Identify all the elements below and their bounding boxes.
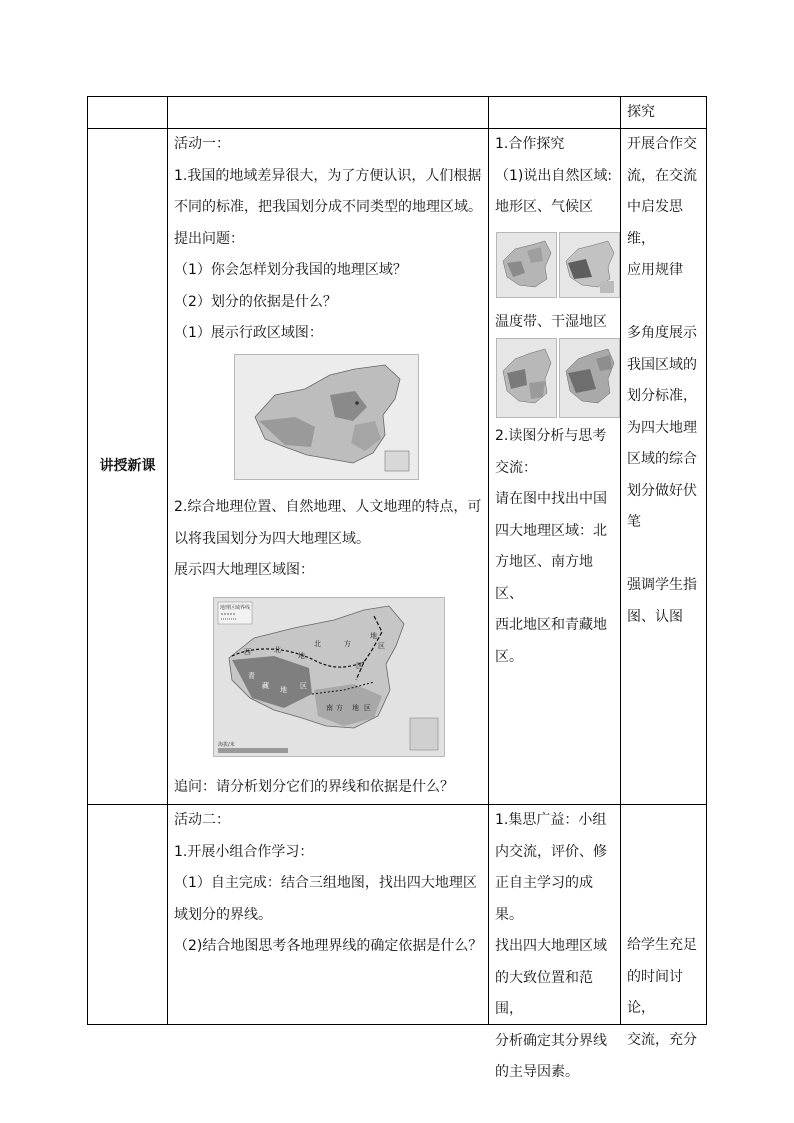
student-text: 1.集思广益：小组 xyxy=(495,812,607,828)
student-text: 找出四大地理区域 xyxy=(495,938,607,954)
activity-text: 2.综合地理位置、自然地理、人文地理的特点，可 xyxy=(174,499,482,515)
student-text: 西北地区和青藏地 xyxy=(495,617,607,633)
map-label-south: 方 xyxy=(336,704,343,712)
table-col-divider xyxy=(620,96,621,1025)
question-text: （2）划分的依据是什么？ xyxy=(174,293,337,310)
header-cell-design-intent xyxy=(627,97,703,129)
teacher-followup-cell xyxy=(174,772,486,804)
map-label-south: 区 xyxy=(364,704,371,712)
student-text: 四大地理区域：北 xyxy=(495,522,607,539)
design-intent-cell xyxy=(627,129,705,633)
student-text: 方地区、南方地区、 xyxy=(495,554,593,602)
map-label-north: 地 xyxy=(370,632,377,640)
student-activity-cell xyxy=(495,129,619,224)
dry-wet-region-map-thumbnail xyxy=(559,338,620,418)
map-label-northwest: 地 xyxy=(298,652,305,660)
thumbnail-graphic xyxy=(560,339,619,417)
terrain-region-map-thumbnail xyxy=(496,232,557,298)
intent-text: 的时间讨论， xyxy=(627,968,683,1016)
student-activity-cell-4 xyxy=(495,805,619,1089)
activity-text: （1）自主完成：结合三组地图，找出四大地理区 xyxy=(174,875,477,891)
intent-text: 给学生充足 xyxy=(627,937,697,953)
activity-text: 提出问题： xyxy=(174,230,244,247)
stage-label: 讲授新课 xyxy=(99,458,156,474)
map-label-north: 区 xyxy=(378,642,385,650)
activity-text: 展示四大地理区域图： xyxy=(174,562,314,578)
activity-title: 活动一： xyxy=(174,136,230,152)
intent-text: 多角度展示 xyxy=(627,325,697,341)
legend-title: 地理区域界线 xyxy=(220,605,251,611)
map-label-northwest: 西 xyxy=(244,648,251,656)
student-text: （1)说出自然区域: xyxy=(495,167,613,184)
student-text: 地形区、气候区 xyxy=(495,199,593,215)
table-border-top xyxy=(87,96,707,97)
intent-text: 为四大地理 xyxy=(627,419,697,436)
student-text: 2.读图分析与思考 xyxy=(495,428,607,444)
map-label-north: 北 xyxy=(314,640,321,648)
intent-text: 交流，充分 xyxy=(627,1031,697,1048)
map-label-qingzang: 藏 xyxy=(262,682,269,690)
student-text: 1.合作探究 xyxy=(495,136,565,152)
student-text: 内交流，评价、修 xyxy=(495,843,607,860)
map-label-qingzang: 区 xyxy=(300,682,307,690)
student-text: 请在图中找出中国 xyxy=(495,491,607,507)
intent-text: 强调学生指 xyxy=(627,577,697,593)
student-text: 的主导因素。 xyxy=(495,1064,579,1080)
thumbnail-graphic xyxy=(497,233,556,297)
activity-text: （2)结合地图思考各地理界线的确定依据是什么？ xyxy=(174,938,483,954)
activity-text: 1.开展小组合作学习： xyxy=(174,843,314,860)
map-label-northwest: 北 xyxy=(274,646,281,654)
followup-question: 追问：请分析划分它们的界线和依据是什么？ xyxy=(174,779,454,795)
student-text: 区。 xyxy=(495,648,523,665)
map-label-northwest: 区 xyxy=(356,662,363,670)
student-text: 交流： xyxy=(495,459,537,476)
elevation-legend-label: 海拔/米 xyxy=(218,742,235,748)
administrative-region-map-image xyxy=(234,354,419,480)
map-label-qingzang: 青 xyxy=(248,672,255,680)
activity-title: 活动二： xyxy=(174,812,230,828)
map-label-north: 方 xyxy=(344,640,351,648)
temperature-zone-map-thumbnail xyxy=(496,338,557,418)
intent-text: 我国区域的 xyxy=(627,356,697,373)
intent-text: 开展合作交 xyxy=(627,136,697,152)
administrative-map-graphic xyxy=(235,355,418,479)
activity-text: 以将我国划分为四大地理区域。 xyxy=(174,530,370,547)
design-intent-cell-2 xyxy=(627,930,705,1056)
map-label-south: 南 xyxy=(326,704,333,712)
activity-text: 1.我国的地域差异很大，为了方便认识，人们根据 xyxy=(174,167,482,184)
climate-region-map-thumbnail xyxy=(559,232,620,298)
stage-label-cell xyxy=(88,451,167,483)
intent-text: 流，在交流 xyxy=(627,167,697,184)
intent-text: 区域的综合 xyxy=(627,451,697,467)
four-geographic-regions-map-image xyxy=(213,597,445,757)
intent-text: 中启发思维， xyxy=(627,199,683,247)
table-col-divider xyxy=(167,96,168,1025)
map-label-south: 地 xyxy=(352,704,359,712)
activity-text: （1）展示行政区域图： xyxy=(174,325,323,341)
student-activity-cell-3 xyxy=(495,421,619,673)
header-text: 探究 xyxy=(627,104,655,120)
intent-text: 划分标准， xyxy=(627,388,697,404)
table-border-left xyxy=(87,96,88,1025)
teacher-activity-cell-2 xyxy=(174,805,486,963)
activity-text: 域划分的界线。 xyxy=(174,906,272,923)
student-text: 正自主学习的成果。 xyxy=(495,875,593,923)
student-text: 分析确定其分界线 xyxy=(495,1032,607,1049)
thumbnail-graphic xyxy=(560,233,619,297)
student-text: 温度带、干湿地区 xyxy=(495,314,607,330)
activity-text: 不同的标准，把我国划分成不同类型的地理区域。 xyxy=(174,199,482,215)
table-border-right xyxy=(706,96,707,1025)
intent-text: 应用规律 xyxy=(627,262,683,278)
table-col-divider xyxy=(488,96,489,1025)
intent-text: 笔 xyxy=(627,514,641,530)
student-text: 的大致位置和范围， xyxy=(495,969,593,1017)
four-regions-map-graphic xyxy=(214,598,444,756)
lesson-plan-table xyxy=(87,96,707,1080)
question-text: （1）你会怎样划分我国的地理区域？ xyxy=(174,262,407,278)
map-label-qingzang: 地 xyxy=(280,686,287,694)
teacher-activity-cell xyxy=(174,129,486,350)
teacher-activity-cell-continued xyxy=(174,492,486,587)
intent-text: 划分做好伏 xyxy=(627,482,697,499)
thumbnail-graphic xyxy=(497,339,556,417)
student-activity-cell-2 xyxy=(495,307,619,339)
intent-text: 图、认图 xyxy=(627,608,683,625)
